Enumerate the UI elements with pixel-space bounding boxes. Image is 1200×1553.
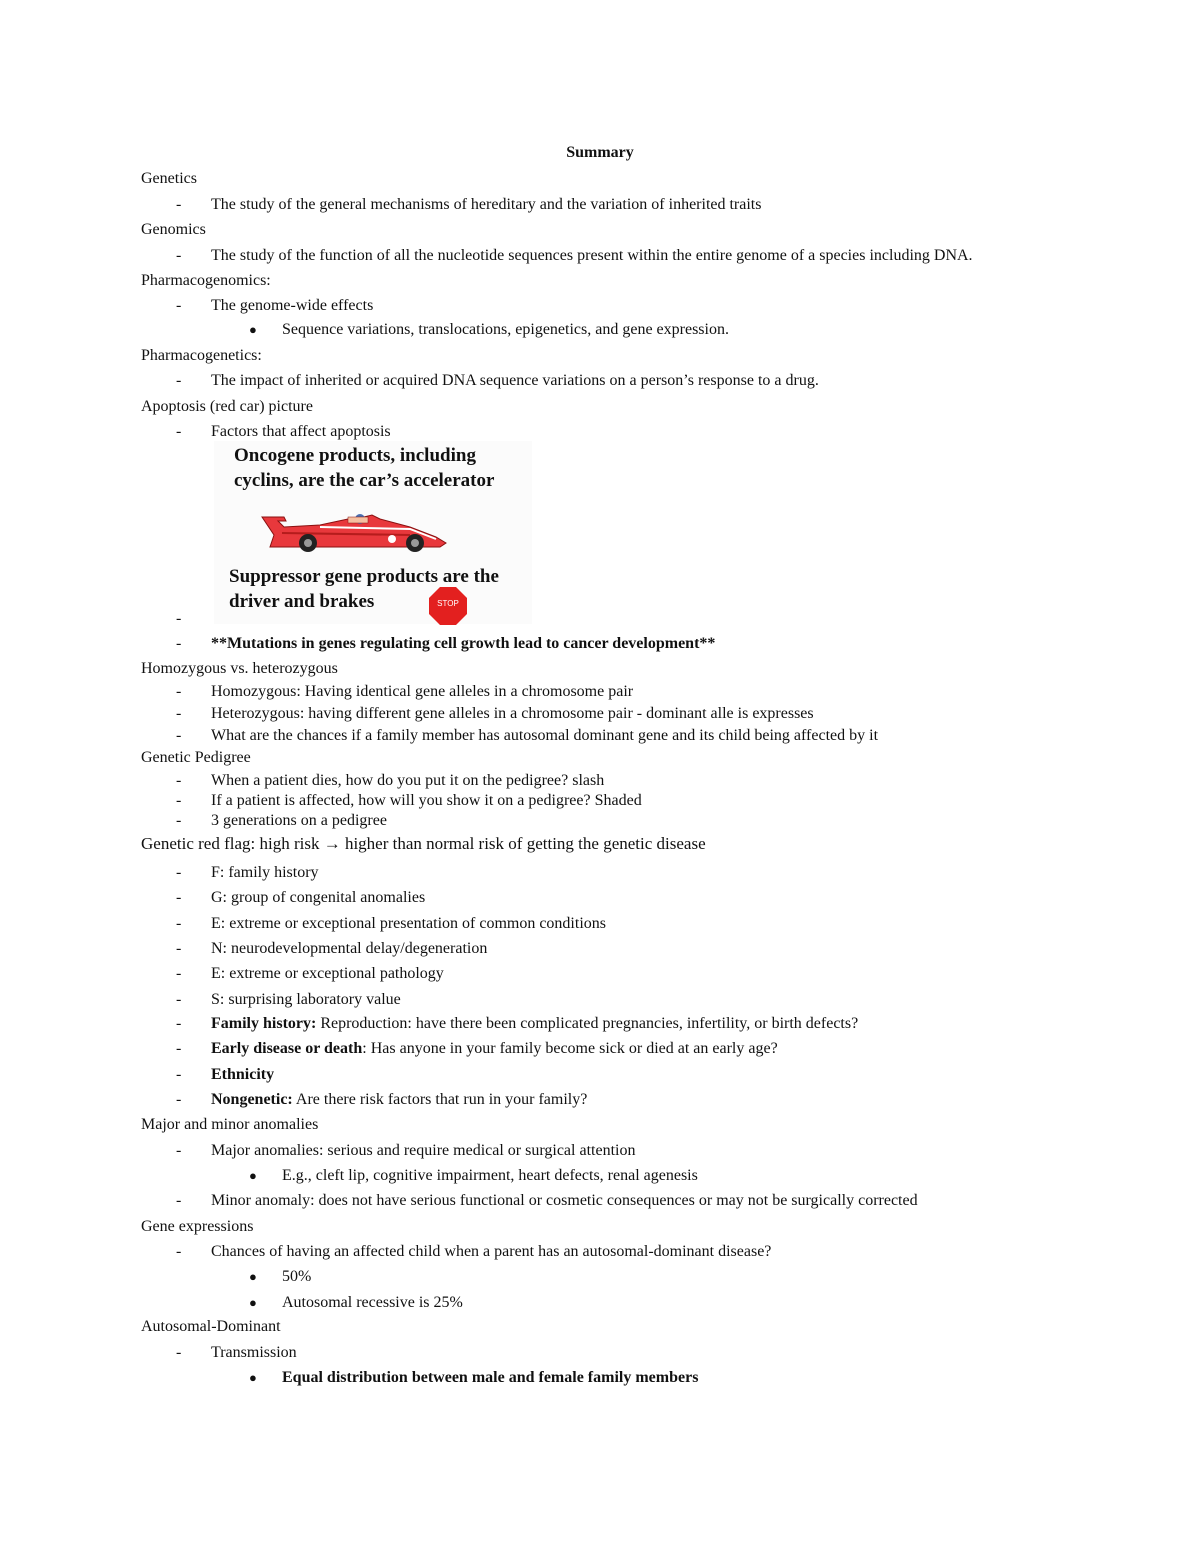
list-item: Minor anomaly: does not have serious functional or cosmetic consequences or may not be surgically corrected <box>211 1192 918 1209</box>
dash-marker: - <box>176 1243 182 1260</box>
list-item: 3 generations on a pedigree <box>211 812 387 829</box>
list-item: The impact of inherited or acquired DNA sequence variations on a person’s response to a drug. <box>211 372 819 389</box>
list-item: When a patient dies, how do you put it on the pedigree? slash <box>211 772 605 789</box>
list-item-nongenetic <box>211 1090 587 1110</box>
early-disease-text: : Has anyone in your family become sick or died at an early age? <box>362 1040 778 1057</box>
list-item: G: group of congenital anomalies <box>211 889 426 906</box>
sub-list-item: Sequence variations, translocations, epigenetics, and gene expression. <box>282 321 729 338</box>
dash-marker: - <box>176 705 182 722</box>
heading-genetics: Genetics <box>141 170 197 187</box>
list-item-family-history <box>211 1014 858 1034</box>
sub-list-item: E.g., cleft lip, cognitive impairment, heart defects, renal agenesis <box>282 1167 698 1184</box>
dash-marker: - <box>176 889 182 906</box>
heading-gene-expressions: Gene expressions <box>141 1218 254 1235</box>
dash-marker: - <box>176 1040 182 1057</box>
race-car-icon <box>260 513 450 553</box>
dash-marker: - <box>176 1091 182 1108</box>
list-item: The study of the general mechanisms of hereditary and the variation of inherited traits <box>211 196 762 213</box>
dash-marker: - <box>176 792 182 809</box>
apoptosis-car-picture <box>214 441 532 624</box>
dash-marker: - <box>176 423 182 440</box>
dash-marker: - <box>176 727 182 744</box>
heading-pharmacogenetics: Pharmacogenetics: <box>141 347 262 364</box>
list-item: If a patient is affected, how will you show it on a pedigree? Shaded <box>211 792 642 809</box>
dash-marker: - <box>176 1142 182 1159</box>
heading-zygosity: Homozygous vs. heterozygous <box>141 660 338 677</box>
dash-marker: - <box>176 610 182 627</box>
list-item: Chances of having an affected child when a parent has an autosomal-dominant disease? <box>211 1243 772 1260</box>
bullet-marker: ● <box>249 1269 257 1284</box>
heading-genomics: Genomics <box>141 221 206 238</box>
list-item: Homozygous: Having identical gene alleles in a chromosome pair <box>211 683 634 700</box>
bullet-marker: ● <box>249 1370 257 1385</box>
heading-red-flag: Genetic red flag: high risk → higher than normal risk of getting the genetic disease <box>141 834 706 853</box>
list-item: Major anomalies: serious and require medical or surgical attention <box>211 1142 636 1159</box>
list-item: The study of the function of all the nucleotide sequences present within the entire genome of a species including DNA. <box>211 247 973 264</box>
picture-caption-top-2: cyclins, are the car’s accelerator <box>234 470 495 491</box>
list-item: Heterozygous: having different gene alleles in a chromosome pair - dominant alle is expresses <box>211 705 814 722</box>
picture-caption-top-1: Oncogene products, including <box>234 445 476 466</box>
heading-anomalies: Major and minor anomalies <box>141 1116 319 1133</box>
dash-marker: - <box>176 372 182 389</box>
dash-marker: - <box>176 965 182 982</box>
family-history-label: Family history: <box>211 1015 317 1032</box>
dash-marker: - <box>176 812 182 829</box>
heading-pedigree: Genetic Pedigree <box>141 749 251 766</box>
picture-caption-bottom-2: driver and brakes <box>229 591 375 612</box>
dash-marker: - <box>176 864 182 881</box>
dash-marker: - <box>176 1066 182 1083</box>
bullet-marker: ● <box>249 322 257 337</box>
page-title: Summary <box>566 144 634 161</box>
heading-pharmacogenomics: Pharmacogenomics: <box>141 272 271 289</box>
dash-marker: - <box>176 772 182 789</box>
list-item: F: family history <box>211 864 319 881</box>
list-item: What are the chances if a family member has autosomal dominant gene and its child being affected by it <box>211 727 879 744</box>
list-item: E: extreme or exceptional presentation of common conditions <box>211 915 606 932</box>
dash-marker: - <box>176 1344 182 1361</box>
list-item: N: neurodevelopmental delay/degeneration <box>211 940 488 957</box>
list-item-ethnicity: Ethnicity <box>211 1066 275 1083</box>
heading-apoptosis: Apoptosis (red car) picture <box>141 398 313 415</box>
list-item: The genome-wide effects <box>211 297 374 314</box>
family-history-text: Reproduction: have there been complicated pregnancies, infertility, or birth defects? <box>316 1015 859 1032</box>
sub-list-item-bold: Equal distribution between male and female family members <box>282 1369 699 1386</box>
dash-marker: - <box>176 940 182 957</box>
bullet-marker: ● <box>249 1295 257 1310</box>
list-item: S: surprising laboratory value <box>211 991 401 1008</box>
list-item: E: extreme or exceptional pathology <box>211 965 444 982</box>
dash-marker: - <box>176 991 182 1008</box>
dash-marker: - <box>176 1192 182 1209</box>
stop-sign-label: STOP <box>437 599 459 608</box>
nongenetic-text: Are there risk factors that run in your family? <box>292 1091 588 1108</box>
dash-marker: - <box>176 1015 182 1032</box>
dash-marker: - <box>176 635 182 652</box>
dash-marker: - <box>176 915 182 932</box>
picture-caption-bottom-1: Suppressor gene products are the <box>229 566 499 587</box>
heading-autosomal-dominant: Autosomal-Dominant <box>141 1318 281 1335</box>
list-item: Factors that affect apoptosis <box>211 423 391 440</box>
sub-list-item: 50% <box>282 1268 312 1285</box>
sub-list-item: Autosomal recessive is 25% <box>282 1294 463 1311</box>
dash-marker: - <box>176 297 182 314</box>
dash-marker: - <box>176 247 182 264</box>
list-item-cancer-note: **Mutations in genes regulating cell growth lead to cancer development** <box>211 635 716 652</box>
dash-marker: - <box>176 683 182 700</box>
early-disease-label: Early disease or death <box>211 1040 363 1057</box>
dash-marker: - <box>176 196 182 213</box>
bullet-marker: ● <box>249 1168 257 1183</box>
nongenetic-label: Nongenetic: <box>211 1091 293 1108</box>
list-item: Transmission <box>211 1344 297 1361</box>
list-item-early-disease <box>211 1039 778 1059</box>
